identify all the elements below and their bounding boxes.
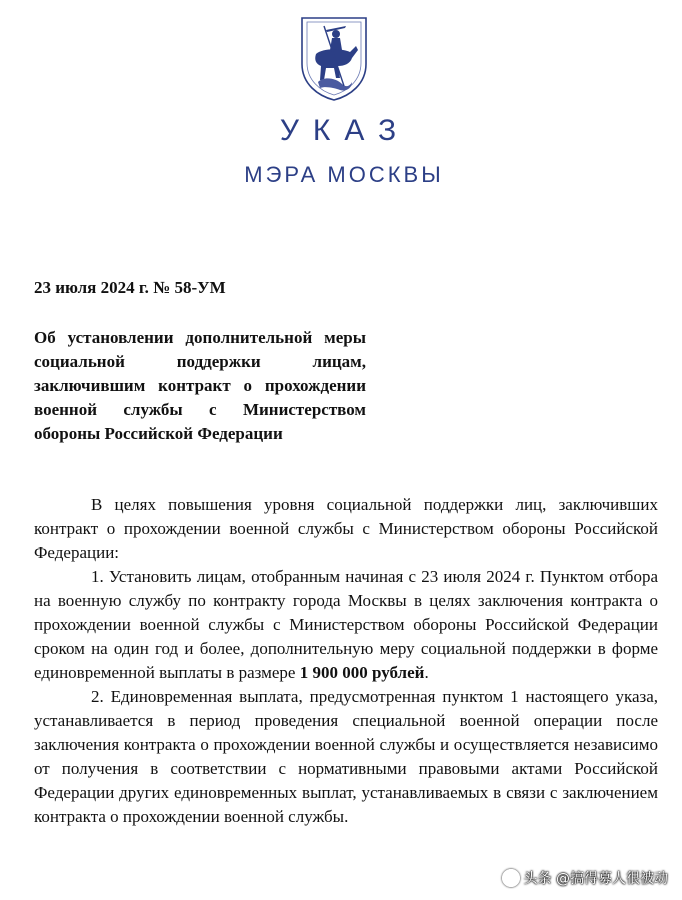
toutiao-logo-icon [502,869,520,887]
watermark [502,868,668,888]
document-title: УКАЗ [279,114,411,147]
body-item-1-text: 1. Установить лицам, отобранным начиная с 23 июля 2024 г. Пунктом отбора на военную службу по контракту города Москвы в целях заключения контракта о прохождении военной службы с Министерством обороны Российской Федерации сроком на один год и более, дополнительную меру социальной поддержки в форме единовременной выплаты в размере [34,567,658,682]
body-item-1-end: . [424,663,429,682]
moscow-coat-of-arms-icon [296,14,372,102]
body-intro: В целях повышения уровня социальной поддержки лиц, заключивших контракт о прохождении военной службы с Министерством обороны Российской Федерации: [34,495,658,562]
document-date-number: 23 июля 2024 г. № 58-УМ [34,278,226,297]
payment-amount: 1 900 000 рублей [299,663,425,682]
document-subtitle: МЭРА МОСКВЫ [244,162,444,187]
watermark-text: 头条 @搞得募人很被动 [523,871,668,887]
body-item-1 [34,565,658,685]
body-item-2: 2. Единовременная выплата, предусмотренная пунктом 1 настоящего указа, устанавливается в период проведения специальной военной операции после заключения контракта о прохождении военной службы и осуществляется независимо от получения в соответствии с нормативными правовыми актами Российской Федерации других единовременных выплат, устанавливаемых в связи с заключением контракта о прохождении военной службы. [34,687,658,826]
document-body [34,493,658,829]
document-subject: Об установлении дополнительной меры социальной поддержки лицам, заключившим контракт о прохождении военной службы с Министерством обороны Российской Федерации [34,328,366,443]
